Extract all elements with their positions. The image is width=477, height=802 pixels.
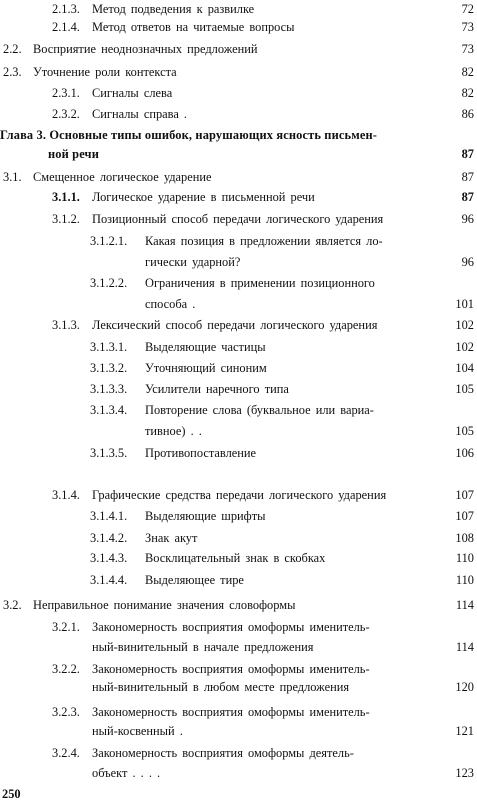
toc-number: 3.1.3.2.: [90, 361, 128, 375]
toc-page-number: 114: [455, 598, 474, 612]
toc-number: 2.3.2.: [52, 107, 80, 121]
toc-page-number: 87: [461, 190, 474, 204]
toc-title: Закономерность восприятия омоформы именитель-: [92, 620, 370, 634]
toc-page-number: 96: [461, 255, 474, 269]
toc-title: Логическое ударение в письменной речи: [92, 190, 315, 204]
toc-page-number: 86: [461, 107, 474, 121]
toc-page-number: 96: [461, 212, 474, 226]
toc-number: 3.1.3.: [52, 318, 80, 332]
toc-number: 3.1.2.2.: [90, 276, 128, 290]
toc-number: 2.1.4.: [52, 20, 80, 34]
toc-page-number: 123: [455, 766, 474, 780]
toc-number: 3.2.4.: [52, 746, 80, 760]
toc-page-number: 121: [455, 724, 474, 738]
toc-number: 2.2.: [3, 42, 22, 56]
toc-title: ной речи: [48, 147, 99, 161]
toc-title: Глава 3. Основные типы ошибок, нарушающих ясность письмен-: [0, 128, 378, 142]
toc-title: Сигналы слева: [92, 86, 173, 100]
toc-title: Уточняющий синоним: [145, 361, 267, 375]
toc-title: Позиционный способ передачи логического ударения: [92, 212, 384, 226]
toc-title: Лексический способ передачи логического ударения: [92, 318, 378, 332]
toc-number: 3.1.4.4.: [90, 573, 128, 587]
toc-title: объект . . . .: [92, 766, 161, 780]
toc-title: Восприятие неоднозначных предложений: [33, 42, 258, 56]
toc-page-number: 73: [461, 42, 474, 56]
toc-title: Уточнение роли контекста: [33, 65, 177, 79]
toc-page-number: 114: [455, 640, 474, 654]
toc-title: Выделяющее тире: [145, 573, 244, 587]
toc-title: Какая позиция в предложении является ло-: [145, 234, 383, 248]
toc-page-number: 110: [455, 551, 474, 565]
toc-title: Закономерность восприятия омоформы деятель-: [92, 746, 354, 760]
toc-number: 3.1.3.1.: [90, 340, 128, 354]
toc-number: 2.3.: [3, 65, 22, 79]
toc-page-number: 105: [455, 424, 474, 438]
toc-page-number: 107: [455, 488, 474, 502]
toc-title: Смещенное логическое ударение: [33, 170, 212, 184]
toc-title: Восклицательный знак в скобках: [145, 551, 326, 565]
toc-number: 3.1.1.: [52, 190, 80, 204]
toc-title: Повторение слова (буквальное или вариа-: [145, 403, 374, 417]
toc-title: Закономерность восприятия омоформы именитель-: [92, 662, 370, 676]
toc-page-number: 101: [455, 297, 474, 311]
toc-page-number: 110: [455, 573, 474, 587]
toc-page-number: 73: [461, 20, 474, 34]
toc-title: ный-косвенный .: [92, 724, 183, 738]
toc-page-number: 87: [461, 147, 474, 161]
toc-title: ный-винительный в любом месте предложения: [92, 680, 350, 694]
toc-title: Противопоставление: [145, 446, 257, 460]
toc-number: 3.1.2.: [52, 212, 80, 226]
toc-number: 3.1.4.2.: [90, 531, 128, 545]
toc-title: Неправильное понимание значения словоформы: [33, 598, 296, 612]
toc-number: 3.2.3.: [52, 705, 80, 719]
toc-title: гически ударной?: [145, 255, 241, 269]
toc-number: 3.1.4.1.: [90, 509, 128, 523]
toc-number: 3.1.3.5.: [90, 446, 128, 460]
toc-title: способа .: [145, 297, 196, 311]
toc-number: 3.2.: [3, 598, 22, 612]
toc-page-number: 87: [461, 170, 474, 184]
toc-number: 3.1.2.1.: [90, 234, 128, 248]
toc-title: Усилители наречного типа: [145, 382, 289, 396]
toc-page-number: 120: [455, 680, 474, 694]
page-number: 250: [2, 787, 21, 801]
toc-title: ный-винительный в начале предложения: [92, 640, 314, 654]
toc-number: 3.1.4.: [52, 488, 80, 502]
toc-title: Выделяющие шрифты: [145, 509, 266, 523]
toc-page-number: 72: [461, 2, 474, 16]
toc-title: Метод ответов на читаемые вопросы: [92, 20, 295, 34]
toc-number: 3.2.1.: [52, 620, 80, 634]
toc-number: 3.1.3.3.: [90, 382, 128, 396]
toc-page-number: 82: [461, 86, 474, 100]
toc-number: 3.2.2.: [52, 662, 80, 676]
toc-title: Сигналы справа .: [92, 107, 188, 121]
toc-page-number: 82: [461, 65, 474, 79]
toc-page-number: 102: [455, 318, 474, 332]
toc-page-number: 107: [455, 509, 474, 523]
toc-title: Графические средства передачи логического ударения: [92, 488, 387, 502]
toc-page-number: 102: [455, 340, 474, 354]
toc-number: 2.1.3.: [52, 2, 80, 16]
toc-number: 3.1.: [3, 170, 22, 184]
toc-title: Метод подведения к развилке: [92, 2, 255, 16]
toc-title: тивное) . .: [145, 424, 202, 438]
toc-page-number: 104: [455, 361, 474, 375]
toc-title: Выделяющие частицы: [145, 340, 266, 354]
toc-number: 3.1.4.3.: [90, 551, 128, 565]
toc-page-number: 105: [455, 382, 474, 396]
toc-page-number: 106: [455, 446, 474, 460]
toc-page-number: 108: [455, 531, 474, 545]
toc-title: Ограничения в применении позиционного: [145, 276, 375, 290]
toc-number: 3.1.3.4.: [90, 403, 128, 417]
toc-title: Закономерность восприятия омоформы именитель-: [92, 705, 370, 719]
toc-number: 2.3.1.: [52, 86, 80, 100]
toc-title: Знак акут: [145, 531, 198, 545]
